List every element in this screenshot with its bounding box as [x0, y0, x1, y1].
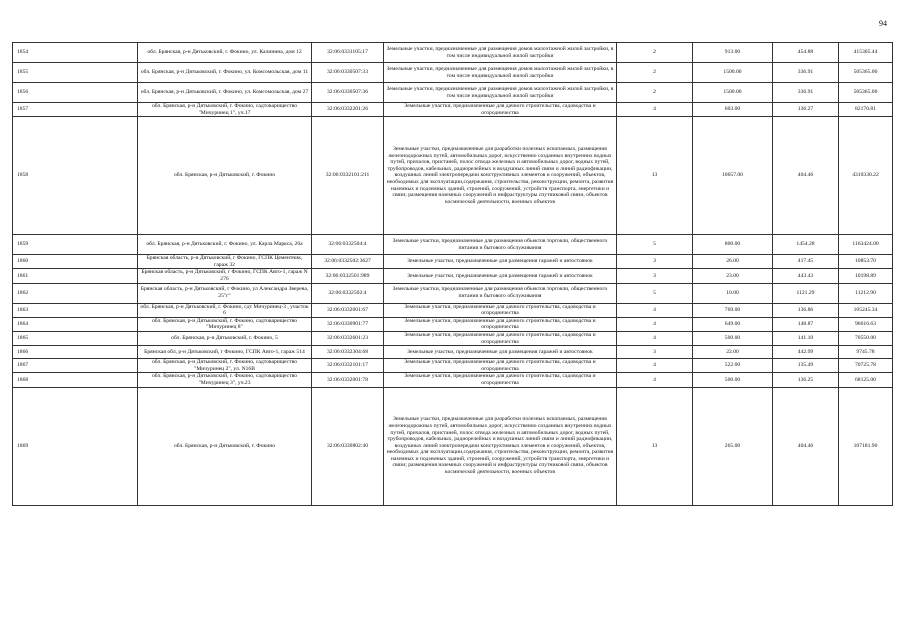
cadastral-value-cell: 70550.00 — [839, 331, 893, 345]
specific-value-cell: 336.91 — [773, 83, 839, 103]
cadastral-value-cell: 105245.34 — [839, 303, 893, 317]
table-row — [13, 269, 893, 283]
area-cell: 10.00 — [693, 283, 773, 303]
land-use-cell: Земельные участки, предназначенные для разработки полезных ископаемых, размещения железнодорожных путей, автомобильных дорог, искусственно созданных внутренних водных путей, причалов, пристаней, полос отвода железных и автомобильных дорог, водных путей, трубопроводов, кабельных, радиорелейных и воздушных линий связи и линий радиофикации, воздушных линий электропередачи конструктивных элементов и сооружений, объектов, необходимых для эксплуатации,содержания, строительства, реконструкции, ремонта, развития наземных и подземных зданий, строений, сооружений, устройств транспорта, энергетики и связи; размещения наземных сооружений и инфраструктуры спутниковой связи, объектов космической деятельности, военных объектов — [384, 117, 617, 235]
address-cell: Брянская область, р-н Дятьковский, г Фокино, ГСПК Цементник, гараж 32 — [138, 255, 312, 269]
cadastral-number-cell: 32:06:0332101:211 — [312, 117, 384, 235]
address-cell: обл. Брянская, р-н Дятьковский, г. Фокино, ул. Комсомольская, дом 11 — [138, 63, 312, 83]
address-cell: обл. Брянская, р-н Дятьковский, г. Фокино, садтоварищество "Мичуринец 3", уч.23 — [138, 373, 312, 387]
row-number: 1854 — [13, 43, 138, 63]
group-cell: 4 — [617, 303, 693, 317]
cadastral-number-cell: 32:06:0330802:40 — [312, 387, 384, 505]
cadastral-number-cell: 32:06:0330901:77 — [312, 317, 384, 331]
address-cell: обл. Брянская, р-н Дятьковский, г. Фокино, 5 — [138, 331, 312, 345]
group-cell: 4 — [617, 373, 693, 387]
area-cell: 23.00 — [693, 269, 773, 283]
cadastral-number-cell: 32:06:0332201:26 — [312, 103, 384, 117]
table-row — [13, 346, 893, 359]
area-cell: 769.00 — [693, 303, 773, 317]
group-cell: 3 — [617, 346, 693, 359]
area-cell: 603.00 — [693, 103, 773, 117]
address-cell: обл. Брянская, р-н Дятьковский, г. Фокино, сдт Мичуринец-3 , участок 6 — [138, 303, 312, 317]
address-cell: обл. Брянская, р-н Дятьковский, г. Фокино — [138, 117, 312, 235]
table-row — [13, 255, 893, 269]
land-use-cell: Земельные участки, предназначенные для размещения домов малоэтажной жилой застройки, в том числе индивидуальной жилой застройки — [384, 43, 617, 63]
row-number: 1861 — [13, 269, 138, 283]
cadastral-number-cell: 32:06:0332101:17 — [312, 359, 384, 373]
land-use-cell: Земельные участки, предназначенные для размещения домов малоэтажной жилой застройки, в том числе индивидуальной жилой застройки — [384, 63, 617, 83]
table-row — [13, 373, 893, 387]
land-use-cell: Земельные участки, предназначенные для размещения гаражей и автостоянок — [384, 269, 617, 283]
row-number: 1856 — [13, 83, 138, 103]
cadastral-number-cell: 32:06:0332502:4 — [312, 283, 384, 303]
cadastral-number-cell: 32:06:0331105:17 — [312, 43, 384, 63]
specific-value-cell: 1454.28 — [773, 235, 839, 255]
land-use-cell: Земельные участки, предназначенные для размещения объектов торговли, общественного питания и бытового обслуживания — [384, 283, 617, 303]
cadastral-value-cell: 82170.81 — [839, 103, 893, 117]
cadastral-number-cell: 32:06:0332601:23 — [312, 331, 384, 345]
specific-value-cell: 443.43 — [773, 269, 839, 283]
table-row — [13, 83, 893, 103]
cadastral-value-cell: 1163424.00 — [839, 235, 893, 255]
row-number: 1866 — [13, 346, 138, 359]
table-row — [13, 359, 893, 373]
land-use-cell: Земельные участки, предназначенные для дачного строительства, садоводства и огородничества — [384, 103, 617, 117]
specific-value-cell: 136.25 — [773, 373, 839, 387]
row-number: 1858 — [13, 117, 138, 235]
table-row — [13, 103, 893, 117]
address-cell: Брянская обл, р-н Дятьковский, г Фокино, ГСПК Авто-1, гараж 514 — [138, 346, 312, 359]
land-use-cell: Земельные участки, предназначенные для дачного строительства, садоводства и огородничества — [384, 303, 617, 317]
land-use-cell: Земельные участки, предназначенные для размещения гаражей и автостоянок — [384, 346, 617, 359]
specific-value-cell: 442.99 — [773, 346, 839, 359]
cadastral-number-cell: 32:06:0332001:78 — [312, 373, 384, 387]
group-cell: 3 — [617, 269, 693, 283]
row-number: 1857 — [13, 103, 138, 117]
row-number: 1867 — [13, 359, 138, 373]
cadastral-number-cell: 32:06:0332304:68 — [312, 346, 384, 359]
land-use-cell: Земельные участки, предназначенные для размещения домов малоэтажной жилой застройки, в том числе индивидуальной жилой застройки — [384, 83, 617, 103]
address-cell: обл. Брянская, р-н Дятьковский, г. Фокино — [138, 387, 312, 505]
cadastral-value-cell: 11212.90 — [839, 283, 893, 303]
cadastral-value-cell: 4310330.22 — [839, 117, 893, 235]
cadastral-number-cell: 32:06:0330507:36 — [312, 83, 384, 103]
group-cell: 2 — [617, 43, 693, 63]
land-use-cell: Земельные участки, предназначенные для размещения объектов торговли, общественного питания и бытового обслуживания — [384, 235, 617, 255]
area-cell: 522.00 — [693, 359, 773, 373]
table-row — [13, 117, 893, 235]
group-cell: 2 — [617, 63, 693, 83]
table-row — [13, 235, 893, 255]
area-cell: 1500.00 — [693, 63, 773, 83]
address-cell: Брянская область, р-н Дятьковский, г Фокино, ул Александра Зверева, 25"г" — [138, 283, 312, 303]
specific-value-cell: 404.46 — [773, 387, 839, 505]
table-row — [13, 283, 893, 303]
table-row — [13, 331, 893, 345]
specific-value-cell: 148.87 — [773, 317, 839, 331]
address-cell: обл. Брянская, р-н Дятьковский, г. Фокино, ул. Комсомольская, дом 27 — [138, 83, 312, 103]
group-cell: 3 — [617, 255, 693, 269]
group-cell: 5 — [617, 283, 693, 303]
row-number: 1860 — [13, 255, 138, 269]
cadastral-value-cell: 415305.44 — [839, 43, 893, 63]
area-cell: 265.00 — [693, 387, 773, 505]
cadastral-value-table — [12, 42, 893, 506]
area-cell: 500.00 — [693, 373, 773, 387]
table-row — [13, 317, 893, 331]
group-cell: 4 — [617, 331, 693, 345]
address-cell: Брянская область, р-н Дятьковский, г Фокино, ГСПК Авто-1, гараж N 276 — [138, 269, 312, 283]
row-number: 1863 — [13, 303, 138, 317]
address-cell: обл. Брянская, р-н Дятьковский, г. Фокино, ул. Калинина, дом 12 — [138, 43, 312, 63]
area-cell: 22.00 — [693, 346, 773, 359]
specific-value-cell: 417.45 — [773, 255, 839, 269]
row-number: 1865 — [13, 331, 138, 345]
specific-value-cell: 1121.29 — [773, 283, 839, 303]
table-row — [13, 63, 893, 83]
specific-value-cell: 136.86 — [773, 303, 839, 317]
area-cell: 913.00 — [693, 43, 773, 63]
cadastral-number-cell: 32:06:0330507:33 — [312, 63, 384, 83]
address-cell: обл. Брянская, р-н Дятьковский, г. Фокино, ул. Карла Маркса, 26а — [138, 235, 312, 255]
address-cell: обл. Брянская, р-н Дятьковский, г. Фокино, садтоварищество "Мичуринец 1", уч.17 — [138, 103, 312, 117]
address-cell: обл. Брянская, р-н Дятьковский, г. Фокино, садтоварищество "Мичуринец 2", ул. N16В — [138, 359, 312, 373]
area-cell: 800.00 — [693, 235, 773, 255]
area-cell: 1500.00 — [693, 83, 773, 103]
cadastral-number-cell: 32:06:0332001:67 — [312, 303, 384, 317]
group-cell: 4 — [617, 359, 693, 373]
table-row — [13, 387, 893, 505]
cadastral-value-cell: 9745.78 — [839, 346, 893, 359]
cadastral-value-cell: 70725.78 — [839, 359, 893, 373]
area-cell: 649.00 — [693, 317, 773, 331]
table-body — [13, 43, 893, 506]
specific-value-cell: 136.27 — [773, 103, 839, 117]
row-number: 1869 — [13, 387, 138, 505]
land-use-cell: Земельные участки, предназначенные для дачного строительства, садоводства и огородничества — [384, 317, 617, 331]
row-number: 1868 — [13, 373, 138, 387]
area-cell: 10657.00 — [693, 117, 773, 235]
group-cell: 4 — [617, 103, 693, 117]
row-number: 1859 — [13, 235, 138, 255]
cadastral-value-cell: 10198.89 — [839, 269, 893, 283]
land-use-cell: Земельные участки, предназначенные для дачного строительства, садоводства и огородничества — [384, 373, 617, 387]
cadastral-value-cell: 10853.70 — [839, 255, 893, 269]
specific-value-cell: 135.49 — [773, 359, 839, 373]
group-cell: 5 — [617, 235, 693, 255]
group-cell: 13 — [617, 387, 693, 505]
row-number: 1862 — [13, 283, 138, 303]
row-number: 1855 — [13, 63, 138, 83]
land-use-cell: Земельные участки, предназначенные для размещения гаражей и автостоянок — [384, 255, 617, 269]
specific-value-cell: 141.10 — [773, 331, 839, 345]
specific-value-cell: 404.46 — [773, 117, 839, 235]
cadastral-value-cell: 505365.00 — [839, 83, 893, 103]
land-use-cell: Земельные участки, предназначенные для разработки полезных ископаемых, размещения железнодорожных путей, автомобильных дорог, искусственно созданных внутренних водных путей, причалов, пристаней, полос отвода железных и автомобильных дорог, водных путей, трубопроводов, кабельных, радиорелейных и воздушных линий связи и линий радиофикации, воздушных линий электропередачи конструктивных элементов и сооружений, объектов, необходимых для эксплуатации,содержания, строительства, реконструкции, ремонта, развития наземных и подземных зданий, строений, сооружений, устройств транспорта, энергетики и связи; размещения наземных сооружений и инфраструктуры спутниковой связи, объектов космической деятельности, военных объектов — [384, 387, 617, 505]
land-use-cell: Земельные участки, предназначенные для дачного строительства, садоводства и огородничества — [384, 331, 617, 345]
page-number: 94 — [879, 19, 887, 28]
land-use-cell: Земельные участки, предназначенные для дачного строительства, садоводства и огородничества — [384, 359, 617, 373]
cadastral-value-cell: 68125.00 — [839, 373, 893, 387]
address-cell: обл. Брянская, р-н Дятьковский, г. Фокино, садтоварищество "Мичуринец 8" — [138, 317, 312, 331]
specific-value-cell: 336.91 — [773, 63, 839, 83]
area-cell: 26.00 — [693, 255, 773, 269]
group-cell: 4 — [617, 317, 693, 331]
cadastral-number-cell: 32:06:0332502:3627 — [312, 255, 384, 269]
cadastral-number-cell: 32:06:0332501:989 — [312, 269, 384, 283]
group-cell: 2 — [617, 83, 693, 103]
group-cell: 13 — [617, 117, 693, 235]
table-row — [13, 43, 893, 63]
row-number: 1864 — [13, 317, 138, 331]
cadastral-value-cell: 107181.90 — [839, 387, 893, 505]
table-row — [13, 303, 893, 317]
cadastral-value-cell: 96616.63 — [839, 317, 893, 331]
cadastral-value-cell: 505365.00 — [839, 63, 893, 83]
specific-value-cell: 454.88 — [773, 43, 839, 63]
cadastral-number-cell: 32:06:0332504:4 — [312, 235, 384, 255]
area-cell: 500.00 — [693, 331, 773, 345]
